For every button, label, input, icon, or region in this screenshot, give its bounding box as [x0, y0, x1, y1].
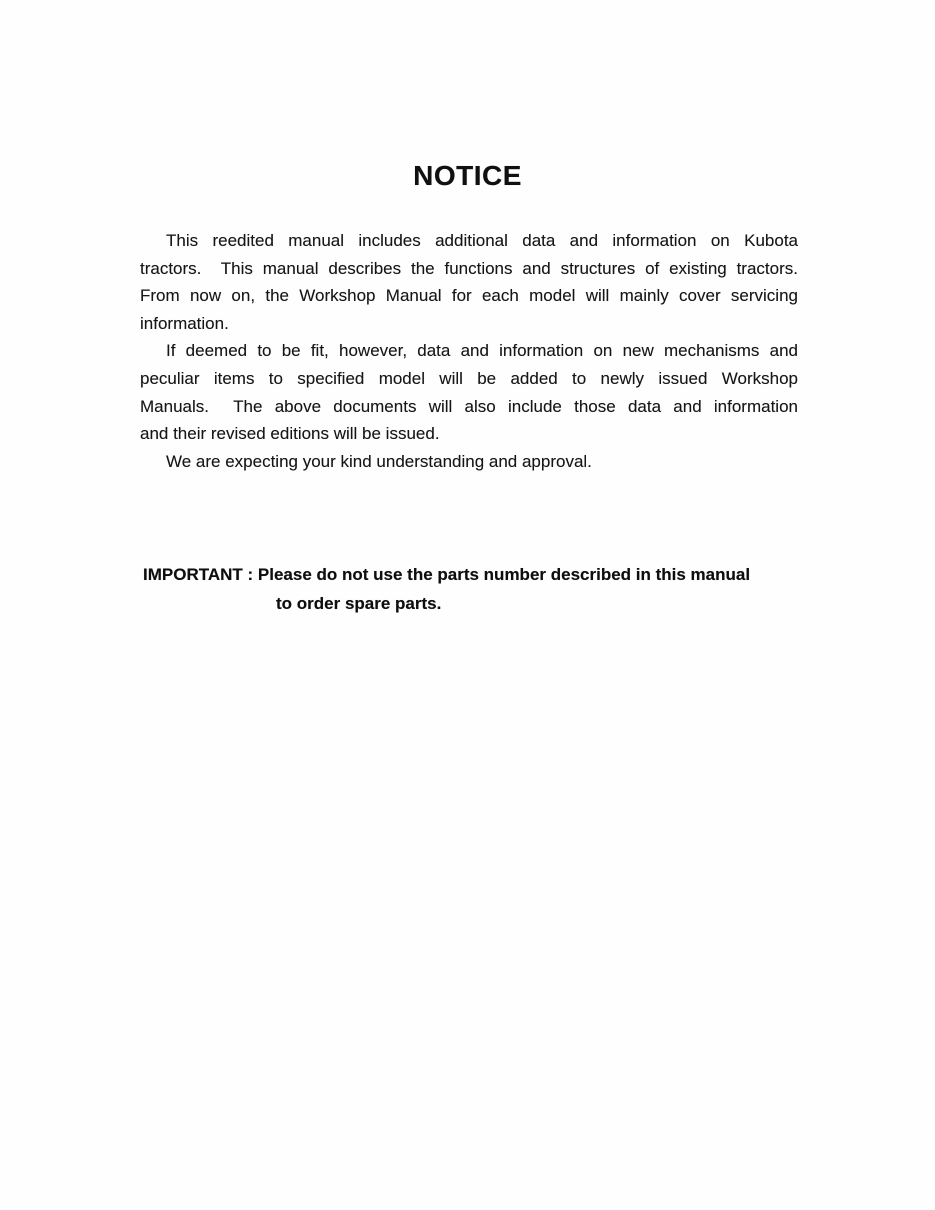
paragraph-line: If deemed to be fit, however, data and information on new mechanisms and: [166, 341, 798, 361]
important-note: [143, 561, 823, 618]
paragraph-line: information.: [140, 313, 229, 333]
paragraph-line: This reedited manual includes additional data and information on Kubota: [166, 231, 798, 250]
important-note-line: IMPORTANT : Please do not use the parts number described in this manual: [143, 565, 751, 584]
paragraph-line: We are expecting your kind understanding and approval.: [166, 451, 592, 471]
notice-body: [140, 227, 798, 475]
paragraph: [140, 227, 798, 337]
paragraph: [140, 448, 798, 476]
paragraph-line: Manuals. The above documents will also include those data and information: [140, 396, 798, 416]
paragraph-line: From now on, the Workshop Manual for each model will mainly cover servicing: [140, 286, 798, 306]
important-note-line: to order spare parts.: [276, 593, 442, 613]
paragraph-line: peculiar items to specified model will be added to newly issued Workshop: [140, 368, 798, 388]
paragraph-line: and their revised editions will be issued.: [140, 424, 440, 444]
paragraph-line: tractors. This manual describes the functions and structures of existing tractors.: [140, 258, 798, 278]
page-title: NOTICE: [413, 160, 522, 191]
paragraph: [140, 337, 798, 447]
